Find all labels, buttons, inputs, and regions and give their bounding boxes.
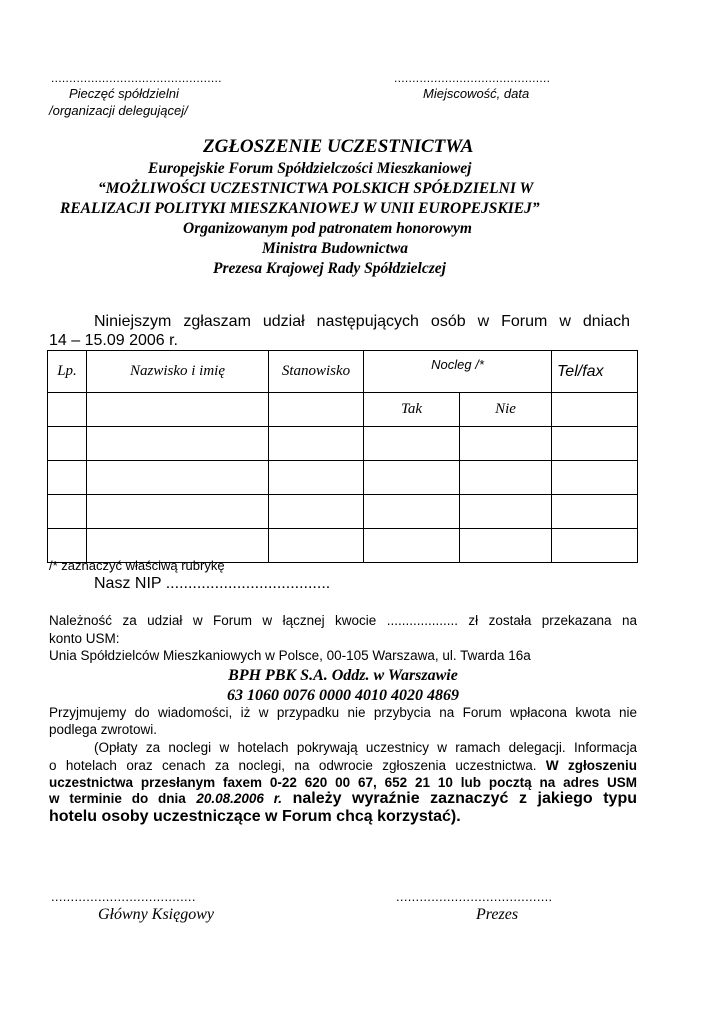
table-cell[interactable] xyxy=(87,461,269,495)
header-line-3: REALIZACJI POLITYKI MIESZKANIOWEJ W UNII EUROPEJSKIEJ” xyxy=(60,200,540,217)
intro-line-1: Niniejszym zgłaszam udział następujących osób w Forum w dniach xyxy=(94,313,630,330)
table-cell[interactable] xyxy=(460,495,552,529)
table-cell[interactable] xyxy=(48,495,87,529)
place-date-label: Miejscowość, data xyxy=(423,86,530,101)
president-label: Prezes xyxy=(476,906,519,923)
accountant-signature-dots: ..................................... xyxy=(51,889,196,904)
table-cell[interactable] xyxy=(269,393,364,427)
table-cell[interactable] xyxy=(48,393,87,427)
stamp-dots: ............................................... xyxy=(51,71,222,85)
table-cell[interactable] xyxy=(87,393,269,427)
table-cell[interactable] xyxy=(364,461,460,495)
notice-line-2: podlega zwrotowi. xyxy=(49,722,158,737)
table-cell[interactable] xyxy=(269,529,364,563)
table-cell[interactable] xyxy=(552,495,638,529)
table-row xyxy=(48,427,638,461)
header-line-2: “MOŻLIWOŚCI UCZESTNICTWA POLSKICH SPÓŁDZIELNI W xyxy=(98,180,534,197)
table-cell[interactable] xyxy=(87,427,269,461)
participants-table xyxy=(47,350,638,563)
header-line-1: Europejskie Forum Spółdzielczości Mieszkaniowej xyxy=(148,160,472,177)
table-footnote: /* zaznaczyć właściwą rubrykę xyxy=(49,558,225,573)
lodging-line-4 xyxy=(49,788,637,809)
lodging-line-4-b: należy wyraźnie zaznaczyć z jakiego typu xyxy=(292,790,637,807)
payment-line-2: konto USM: xyxy=(49,631,120,646)
table-cell[interactable] xyxy=(460,427,552,461)
accountant-label: Główny Księgowy xyxy=(98,906,214,923)
table-cell[interactable] xyxy=(364,495,460,529)
col-header-lodging: Nocleg /* xyxy=(364,351,552,393)
table-cell[interactable] xyxy=(269,427,364,461)
lodging-line-3: uczestnictwa przesłanym faxem 0-22 620 00 67, 652 21 10 lub pocztą na adres USM xyxy=(49,775,637,790)
table-cell[interactable] xyxy=(364,529,460,563)
lodging-line-4-a: w terminie do dnia xyxy=(49,791,186,806)
table-cell[interactable] xyxy=(269,495,364,529)
payment-line-3: Unia Spółdzielców Mieszkaniowych w Polsce, 00-105 Warszawa, ul. Twarda 16a xyxy=(49,648,531,663)
table-cell[interactable] xyxy=(460,461,552,495)
nip-line: Nasz NIP ..................................... xyxy=(94,575,331,592)
table-cell[interactable] xyxy=(552,427,638,461)
col-header-lp: Lp. xyxy=(48,351,87,393)
bank-account: 63 1060 0076 0000 4010 4020 4869 xyxy=(227,687,459,704)
table-row xyxy=(48,461,638,495)
lodging-line-2 xyxy=(49,757,637,775)
notice-line-1: Przyjmujemy do wiadomości, iż w przypadku nie przybycia na Forum wpłacona kwota nie xyxy=(49,705,637,720)
table-cell[interactable] xyxy=(87,495,269,529)
table-cell[interactable] xyxy=(552,529,638,563)
bank-name: BPH PBK S.A. Oddz. w Warszawie xyxy=(228,667,458,684)
place-date-dots: ........................................... xyxy=(394,71,551,85)
header-line-4: Organizowanym pod patronatem honorowym xyxy=(183,220,472,237)
header-line-5: Ministra Budownictwa xyxy=(262,240,409,257)
table-cell[interactable] xyxy=(364,427,460,461)
president-signature-dots: ........................................ xyxy=(396,889,553,904)
table-cell[interactable] xyxy=(48,427,87,461)
lodging-line-2-bold: W zgłoszeniu xyxy=(545,758,637,773)
lodging-line-2-text: o hotelach oraz cenach za noclegi, na odwrocie zgłoszenia uczestnictwa. xyxy=(49,758,537,773)
intro-line-2: 14 – 15.09 2006 r. xyxy=(49,332,178,349)
col-header-telfax: Tel/fax xyxy=(552,351,638,393)
table-row xyxy=(48,393,638,427)
deadline-date: 20.08.2006 r. xyxy=(196,791,283,806)
col-header-position: Stanowisko xyxy=(269,351,364,393)
header-line-6: Prezesa Krajowej Rady Spółdzielczej xyxy=(213,260,446,277)
lodging-line-5: hotelu osoby uczestniczące w Forum chcą korzystać). xyxy=(49,808,461,825)
lodging-line-1: (Opłaty za noclegi w hotelach pokrywają uczestnicy w ramach delegacji. Informacja xyxy=(94,740,637,755)
table-cell[interactable] xyxy=(269,461,364,495)
table-row xyxy=(48,495,638,529)
table-cell[interactable] xyxy=(460,529,552,563)
table-cell[interactable] xyxy=(552,393,638,427)
table-cell[interactable] xyxy=(552,461,638,495)
table-cell[interactable] xyxy=(48,461,87,495)
payment-line-1: Należność za udział w Forum w łącznej kwocie ................... zł została przekazana na xyxy=(49,613,637,628)
stamp-label: Pieczęć spółdzielni xyxy=(69,86,179,101)
col-subheader-yes: Tak xyxy=(364,393,460,427)
page-title: ZGŁOSZENIE UCZESTNICTWA xyxy=(203,136,474,157)
stamp-label-org: /organizacji delegującej/ xyxy=(49,103,188,118)
col-subheader-no: Nie xyxy=(460,393,552,427)
col-header-name: Nazwisko i imię xyxy=(87,351,269,393)
table-header-row xyxy=(48,351,638,393)
